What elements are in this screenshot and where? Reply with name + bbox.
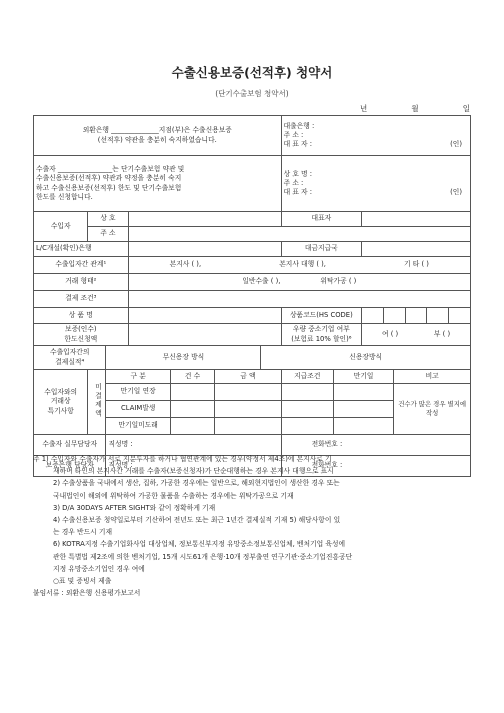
bank-staff-name-field[interactable]: 직성명 : [106, 456, 281, 477]
trade-type-options [128, 274, 470, 291]
footnote-line: 국내법인이 해외에 위탁하여 가공한 물품을 수출하는 경우에는 위탁가공으로 기재 [53, 491, 294, 500]
footnote-line: ○표 및 증빙서 제출 [53, 577, 112, 586]
bank-seal-mark: (인) [450, 140, 462, 149]
trade-option-consignment[interactable]: 위탁가공 ( ) [320, 277, 357, 286]
history-cell[interactable] [281, 384, 333, 401]
settlement-lc[interactable]: 신용장방식 [261, 346, 471, 370]
bank-staff-label: 보증은행 담당자 [34, 456, 106, 477]
history-cell[interactable] [215, 401, 281, 418]
footnote-line: 재하며 타인의 본지사간 거래를 수출자(보증신청자)가 단순대행하는 경우 본지사 대행으로 표시 [53, 467, 334, 476]
product-row [34, 308, 471, 324]
bank-statement-line1: 외환은행 ______________지점(부)은 수출신용보증 [82, 126, 232, 135]
trade-type-label: 거래 형태² [34, 274, 129, 291]
page-title: 수출신용보증(선적후) 청약서 [171, 65, 333, 80]
relation-option-branch[interactable]: 본지사 ( ), [169, 260, 202, 269]
exporter-staff-phone-field[interactable]: 전화번호 : [281, 435, 470, 456]
history-cell[interactable] [333, 418, 393, 435]
importer-label: 수입자 [34, 212, 88, 242]
history-sub-label-text: 미결제액 [93, 382, 102, 419]
footnote-line: 는 경우 반드시 기재 [53, 528, 113, 537]
relation-option-agency[interactable]: 본지사 대행 ( ), [279, 260, 326, 269]
footnote-line: 주 1) 수입자와 수출자가 서로 지분투자를 하거나 협연관계에 있는 경우(약정서 제4조)에 본지사로 기 [33, 455, 332, 463]
history-header-row [34, 370, 471, 384]
history-header-due: 만기일 [333, 370, 393, 384]
history-row-not-due: 만기일미도래 [106, 418, 170, 435]
history-cell[interactable] [170, 401, 214, 418]
bank-staff-phone-field[interactable]: 전화번호 : [281, 456, 470, 477]
lc-bank-field[interactable] [128, 242, 281, 257]
settlement-label [34, 346, 106, 370]
settlement-row [34, 346, 471, 370]
history-label-line3: 특기사항 [47, 406, 74, 415]
history-cell[interactable] [281, 401, 333, 418]
product-name-field[interactable] [128, 308, 281, 324]
exporter-line-3: 하고 수출신용보증(선적후) 한도 및 단기수출보험 [36, 183, 182, 192]
application-table [33, 115, 471, 477]
payment-terms-label: 결제 조건³ [34, 291, 129, 308]
footnotes [33, 453, 471, 599]
history-cell[interactable] [333, 384, 393, 401]
lc-bank-row [34, 242, 471, 257]
history-cell[interactable] [215, 384, 281, 401]
history-header-count: 건 수 [170, 370, 214, 384]
history-label-line1: 수입자와의 [44, 388, 78, 397]
bank-statement-line2: (선적후) 약관을 충분히 숙지하였습니다. [97, 135, 217, 144]
history-cell[interactable] [281, 418, 333, 435]
guarantee-amount-field[interactable] [128, 324, 281, 346]
loan-bank-field[interactable]: 대출은행 : [283, 121, 315, 130]
page-subtitle: (단기수출보험 청약서) [215, 89, 289, 98]
hs-code-label: 상품코드(HS CODE) [281, 308, 362, 324]
history-cell[interactable] [170, 418, 214, 435]
history-cell[interactable] [215, 418, 281, 435]
importer-address-label: 주 소 [88, 227, 128, 242]
lc-bank-label: L/C개설(확인)은행 [34, 242, 129, 257]
exporter-seal-mark: (인) [450, 188, 462, 197]
history-label [34, 370, 88, 435]
guarantee-label [34, 324, 129, 346]
importer-rep-label: 대표자 [281, 212, 362, 227]
attachment-line: 붙임서류 : 외환은행 신용평가보고서 [33, 589, 141, 598]
history-header-note: 비고 [394, 370, 471, 384]
bank-info-cell [281, 116, 470, 156]
footnote-line: 3) D/A 30DAYS AFTER SIGHT와 같이 정확하게 기재 [53, 503, 216, 512]
settlement-label-line2: 결제실적⁴ [55, 357, 85, 366]
importer-name-label: 상 호 [88, 212, 128, 227]
month-label: 월 [411, 104, 419, 113]
footnote-line: 4) 수출신용보증 청약일로부터 기산하여 전년도 또는 최근 1년간 결제실적 기재 5) 해당사항이 있 [53, 516, 341, 525]
footnote-line: 2) 수출상품을 국내에서 생산, 집하, 가공한 경우에는 일반으로, 해외현지법인이 생산한 경우 또는 [53, 479, 340, 488]
bank-ceo-field[interactable]: 대 표 자 : [283, 140, 313, 149]
importer-address-field[interactable] [128, 227, 470, 242]
sme-options [362, 324, 471, 346]
hs-code-field[interactable] [362, 308, 471, 324]
history-cell[interactable] [170, 384, 214, 401]
trade-option-general[interactable]: 일반수출 ( ), [242, 277, 281, 286]
sme-label-line1: 우량 중소기업 여부 [292, 325, 350, 334]
exporter-address-field[interactable]: 주 소 : [283, 178, 304, 187]
sme-yes-option[interactable]: 여 ( ) [381, 329, 399, 338]
exporter-line-2: 수출신용보증(선적후) 약관과 약정을 충분히 숙지 [36, 174, 182, 183]
footnote-line: 6) KOTRA지정 수출기업화사업 대상업체, 정보통신부지정 유망중소정보통신업체, 벤처기업 육성에 [53, 540, 346, 549]
exporter-staff-name-field[interactable]: 직성명 : [106, 435, 281, 456]
relation-option-other[interactable]: 기 타 ( ) [404, 260, 429, 269]
settlement-open-account[interactable]: 무신용장 방식 [106, 346, 261, 370]
history-row-extension: 만기일 연장 [106, 384, 170, 401]
exporter-company-field[interactable]: 상 호 명 : [283, 169, 313, 178]
history-header-amount: 금 액 [215, 370, 281, 384]
history-row-claim: CLAIM발생 [106, 401, 170, 418]
relation-label: 수출입자간 관계¹ [34, 257, 129, 274]
payment-country-label: 대금지급국 [281, 242, 362, 257]
exporter-line-4: 한도를 신청합니다. [36, 192, 93, 201]
year-label: 년 [360, 104, 368, 113]
history-sub-label [88, 370, 106, 435]
relation-row [34, 257, 471, 274]
day-label: 일 [462, 104, 470, 113]
history-header-terms: 지급조건 [281, 370, 333, 384]
trade-type-row [34, 274, 471, 291]
exporter-section-row [34, 156, 471, 212]
guarantee-label-line2: 한도신청액 [64, 334, 98, 343]
importer-address-row [34, 227, 471, 242]
sme-label [281, 324, 362, 346]
importer-name-field[interactable] [128, 212, 281, 227]
bank-section-row [34, 116, 471, 156]
date-line [360, 103, 470, 114]
sme-label-line2: (보험료 10% 할인)⁶ [291, 334, 352, 343]
exporter-staff-label: 수출자 실무담당자 [34, 435, 106, 456]
bank-address-field[interactable]: 주 소 : [283, 130, 304, 139]
history-note-cell: 건수가 많은 경우 별지에 작성 [394, 384, 471, 435]
footnote-line: 지정 유망중소기업인 경우 여에 [53, 564, 145, 573]
product-name-label: 상 품 명 [34, 308, 129, 324]
exporter-line-1: 수출자 ________________는 단기수출보험 약관 및 [36, 165, 185, 174]
payment-terms-field[interactable] [128, 291, 470, 308]
importer-name-row [34, 212, 471, 227]
relation-options [128, 257, 470, 274]
settlement-label-line1: 수출입자간의 [50, 348, 90, 357]
exporter-statement-cell [34, 156, 282, 212]
history-header-category: 구 분 [106, 370, 170, 384]
exporter-ceo-field[interactable]: 대 표 자 : [283, 188, 313, 197]
payment-terms-row [34, 291, 471, 308]
history-cell[interactable] [333, 401, 393, 418]
guarantee-row [34, 324, 471, 346]
payment-country-field[interactable] [362, 242, 471, 257]
bank-statement-cell [34, 116, 282, 156]
importer-rep-field[interactable] [362, 212, 471, 227]
history-label-line2: 거래상 [50, 397, 71, 406]
exporter-info-cell [281, 156, 470, 212]
sme-no-option[interactable]: 부 ( ) [433, 329, 451, 338]
guarantee-label-line1: 보증(인수) [65, 325, 97, 334]
footnote-line: 관한 특별법 제2조에 의한 벤처기업, 15개 시도61개 은행·10개 정부출연 연구기관·중소기업진흥공단 [53, 552, 353, 561]
